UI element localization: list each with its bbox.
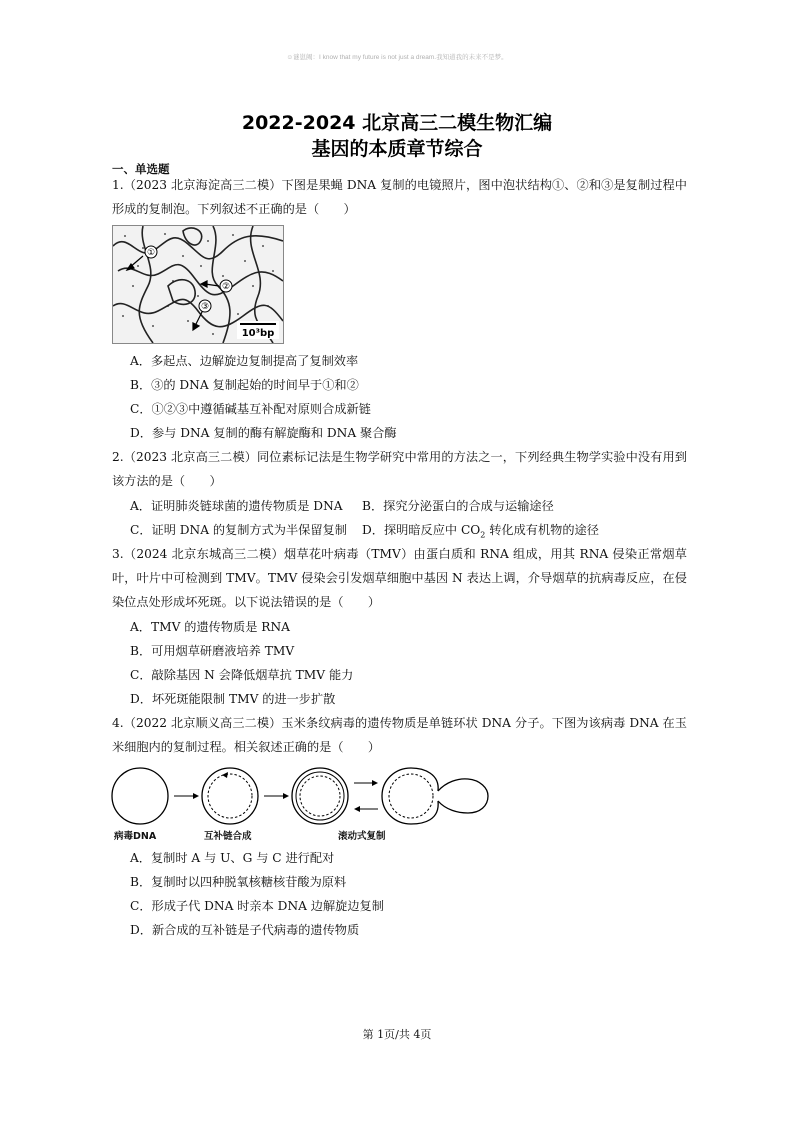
label-viral-dna: 病毒DNA <box>114 831 157 842</box>
label-complementary-synthesis: 互补链合成 <box>204 831 252 842</box>
question-4-stem: 4.（2022 北京顺义高三二模）玉米条纹病毒的遗传物质是单链环状 DNA 分子。下图为该病毒 DNA 在玉米细胞内的复制过程。相关叙述正确的是（ ） <box>112 716 687 754</box>
page-footer: 第 1页/共 4页 <box>362 1028 432 1041</box>
q1-option-c: C．①②③中遵循碱基互补配对原则合成新链 <box>130 402 371 416</box>
replication-diagram <box>108 762 492 842</box>
section-heading: 一、单选题 <box>112 162 170 176</box>
q4-option-c: C．形成子代 DNA 时亲本 DNA 边解旋边复制 <box>130 899 384 913</box>
q1-option-a: A．多起点、边解旋边复制提高了复制效率 <box>130 354 359 368</box>
q4-option-a: A．复制时 A 与 U、G 与 C 进行配对 <box>130 851 335 865</box>
q2-option-a: A．证明肺炎链球菌的遗传物质是 DNA <box>130 499 343 513</box>
q4-option-d: D．新合成的互补链是子代病毒的遗传物质 <box>130 923 360 937</box>
q3-option-b: B．可用烟草研磨液培养 TMV <box>130 644 295 658</box>
question-3-stem: 3.（2024 北京东城高三二模）烟草花叶病毒（TMV）由蛋白质和 RNA 组成，用其 RNA 侵染正常烟草叶，叶片中可检测到 TMV。TMV 侵染会引发烟草细胞中基因 N 表达上调，介导烟草的抗病毒反应，在侵染位点处形成坏死斑。以下说法错误的是（ ） <box>112 547 687 609</box>
q3-option-d: D．坏死斑能限制 TMV 的进一步扩散 <box>130 692 336 706</box>
q2-option-b: B．探究分泌蛋白的合成与运输途径 <box>362 499 554 513</box>
q4-option-b: B．复制时以四种脱氧核糖核苷酸为原料 <box>130 875 347 889</box>
q3-option-c: C．敲除基因 N 会降低烟草抗 TMV 能力 <box>130 668 354 682</box>
q2-option-d: D．探明暗反应中 $CO_2$ 转化成有机物的途径 <box>362 523 599 540</box>
watermark: ☺谜崽阙：I know that my future is not just a dream.我知道我的未来不是梦。 <box>286 54 508 61</box>
q3-option-a: A．TMV 的遗传物质是 RNA <box>130 620 290 634</box>
question-2-stem: 2.（2023 北京高三二模）同位素标记法是生物学研究中常用的方法之一，下列经典生物学实验中没有用到该方法的是（ ） <box>112 450 687 488</box>
bubble-label-2: ② <box>221 282 231 292</box>
bubble-label-1: ① <box>146 248 156 258</box>
bubble-label-3: ③ <box>200 302 210 312</box>
document-subtitle: 基因的本质章节综合 <box>311 138 483 160</box>
q2-option-c: C．证明 DNA 的复制方式为半保留复制 <box>130 523 347 537</box>
scale-bar-label: 10³bp <box>241 328 275 339</box>
label-rolling-replication: 滚动式复制 <box>338 831 386 842</box>
question-1-stem: 1.（2023 北京海淀高三二模）下图是果蝇 DNA 复制的电镜照片，图中泡状结构①、②和③是复制过程中形成的复制泡。下列叙述不正确的是（ ） <box>112 178 687 216</box>
document-title: 2022-2024 北京高三二模生物汇编 <box>241 112 553 134</box>
q1-option-b: B．③的 DNA 复制起始的时间早于①和② <box>130 378 359 392</box>
electron-micrograph <box>112 225 284 344</box>
q1-option-d: D．参与 DNA 复制的酶有解旋酶和 DNA 聚合酶 <box>130 426 397 440</box>
